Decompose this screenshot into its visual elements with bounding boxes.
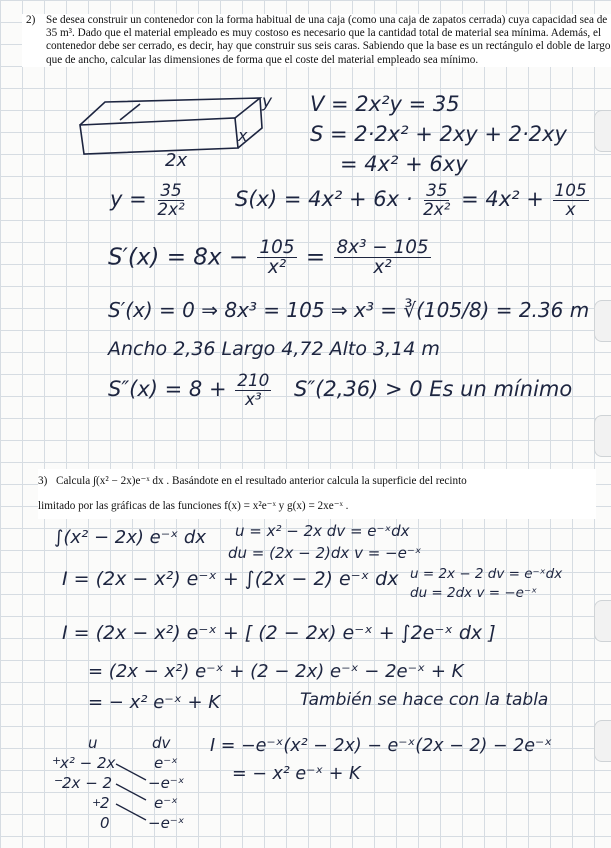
table-sign-2: + [92, 796, 102, 809]
table-head-dv: dv [152, 734, 171, 752]
integral-statement: ∫(x² − 2x) e⁻ˣ dx [54, 527, 207, 548]
table-sign-0: + [52, 754, 62, 767]
tabular-table [52, 734, 202, 844]
problem-3-text-line2: limitado por las gráficas de las funciones f(x) = x²e⁻ˣ y g(x) = 2xe⁻ˣ . [38, 500, 349, 512]
problem-3-text-line1: Calcula ∫(x² − 2x)e⁻ˣ dx . Basándote en el resultado anterior calcula la superficie del recinto [56, 475, 467, 487]
problem-2-number: 2) [26, 14, 36, 26]
parts-assignment-1a: u = x² − 2x dv = e⁻ˣdx [235, 522, 410, 540]
integration-step-1: I = (2x − x²) e⁻ˣ + ∫(2x − 2) e⁻ˣ dx [62, 568, 399, 590]
integration-step-2: I = (2x − x²) e⁻ˣ + [ (2 − 2x) e⁻ˣ + ∫2e⁻ˣ dx ] [62, 622, 496, 644]
table-u-2: 2 [100, 794, 110, 812]
table-dv-3: −e⁻ˣ [148, 814, 185, 832]
sketch-label-y: y [262, 92, 273, 112]
parts-assignment-2a: u = 2x − 2 dv = e⁻ˣdx [410, 566, 563, 582]
tabular-result-1: I = −e⁻ˣ(x² − 2x) − e⁻ˣ(2x − 2) − 2e⁻ˣ [210, 736, 553, 756]
integration-step-3: = (2x − x²) e⁻ˣ + (2 − 2x) e⁻ˣ − 2e⁻ˣ + K [88, 661, 464, 682]
problem-3-statement [38, 469, 596, 519]
table-u-0: x² − 2x [60, 754, 116, 772]
y-expression: y = $\frac{35}{\text{2x²}}$ [110, 180, 185, 219]
integration-step-4: = − x² e⁻ˣ + K [88, 692, 221, 713]
parts-assignment-1b: du = (2x − 2)dx v = −e⁻ˣ [228, 544, 422, 562]
surface-simplified: = 4x² + 6xy [340, 152, 468, 176]
sketch-label-2x: 2x [165, 150, 188, 171]
table-u-1: 2x − 2 [62, 774, 113, 792]
problem-3-number: 3) [38, 475, 48, 487]
sketch-label-x: x [238, 126, 248, 145]
second-derivative: S″(x) = 8 + $\frac{210}{\text{x³}}$ S″(2,36) > 0 Es un mínimo [108, 370, 573, 409]
tabular-method-note: También se hace con la tabla [300, 690, 549, 710]
parts-assignment-2b: du = 2dx v = −e⁻ˣ [410, 585, 538, 601]
table-sign-1: − [54, 774, 64, 787]
first-derivative: S′(x) = 8x − $\frac{105}{\text{x²}}$ = $\frac{\text{8x³ − 105}}{\text{x²}}$ [108, 237, 429, 279]
table-arrows [112, 754, 152, 834]
surface-equation: S = 2·2x² + 2xy + 2·2xy [310, 122, 567, 146]
table-head-u: u [88, 734, 98, 752]
table-dv-1: −e⁻ˣ [148, 774, 185, 792]
problem-2-statement [22, 14, 611, 67]
critical-point: S′(x) = 0 ⇒ 8x³ = 105 ⇒ x³ = ∛(105/8) = 2.36 m [108, 298, 590, 322]
problem-2-text: Se desea construir un contenedor con la forma habitual de una caja (como una caja de zapatos cerrada) cuya capacidad sea de 35 m³. Dado que el material empleado es muy costoso es necesario que la cantidad total de material sea mínima. Además, el contenedor debe ser cerrado, es decir, hay que construir sus seis caras. Sabiendo que la base es un rectángulo el doble de largo que de ancho, calcular las dimensiones de forma que el coste del material empleado sea mínimo. [46, 14, 611, 66]
table-u-3: 0 [100, 814, 110, 832]
volume-equation: V = 2x²y = 35 [310, 92, 460, 116]
table-dv-2: e⁻ˣ [154, 794, 178, 812]
table-dv-0: e⁻ˣ [154, 754, 178, 772]
s-of-x-expression: S(x) = 4x² + 6x · $\frac{35}{\text{2x²}}$ = 4x² + $\frac{105}{x}$ [235, 180, 587, 219]
dimensions-result: Ancho 2,36 Largo 4,72 Alto 3,14 m [108, 338, 440, 360]
tabular-result-2: = − x² e⁻ˣ + K [232, 764, 361, 784]
